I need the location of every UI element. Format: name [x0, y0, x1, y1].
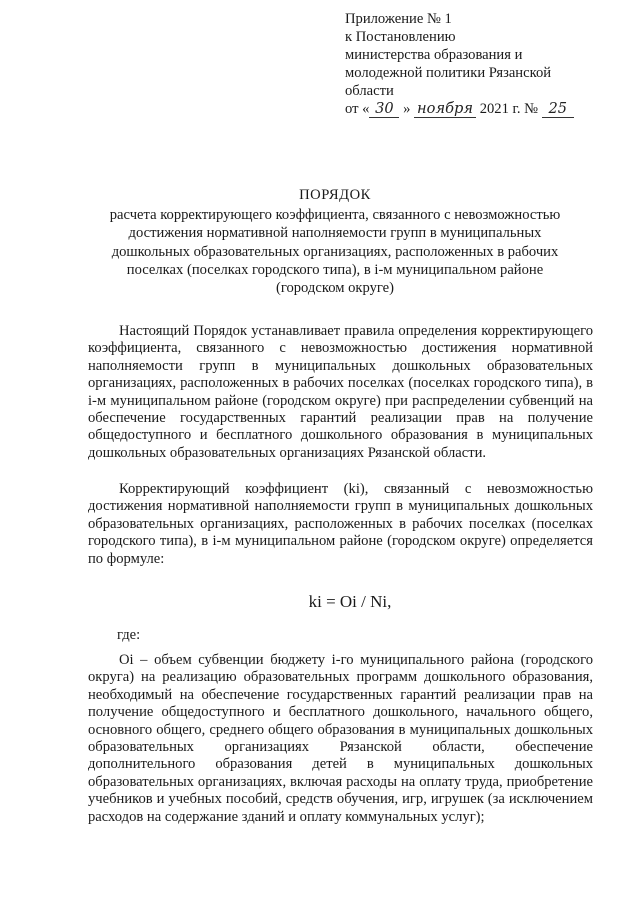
- title-line: дошкольных образовательных организациях, расположенных в рабочих: [111, 243, 559, 260]
- appendix-line-3: министерства образования и: [345, 47, 523, 63]
- decree-date-line: [345, 100, 605, 118]
- title-line: (городском округе): [275, 280, 395, 297]
- appendix-header: [345, 10, 605, 118]
- date-mid: »: [403, 101, 411, 117]
- handwritten-decree-number: 25: [542, 101, 574, 118]
- paragraph-coefficient: [88, 481, 593, 568]
- paragraph-intro-text: Настоящий Порядок устанавливает правила определения корректирующего коэффициента, связанного с невозможностью достижения нормативной наполняемости групп в муниципальных дошкольных образовательных организациях, расположенных в рабочих поселках (поселках городского типа), в i-м муниципальном районе (городском округе) при распределении субвенций на обеспечение государственных гарантий реализации прав на получение общедоступного и бесплатного дошкольного образования в муниципальных дошкольных образовательных организациях Рязанской области.: [88, 323, 593, 461]
- date-prefix: от «: [345, 101, 370, 117]
- where-label: где:: [117, 627, 141, 643]
- paragraph-definition-text: Oi – объем субвенции бюджету i-го муниципального района (городского округа) на реализацию образовательных программ дошкольного образования, необходимый на обеспечение государственных гарантий реализации прав на получение общедоступного и бесплатного дошкольного, начального общего, основного общего, среднего общего образования в муниципальных дошкольных образовательных организациях Рязанской области, обеспечение дополнительного образования детей в муниципальных дошкольных образовательных организациях, включая расходы на оплату труда, приобретение учебников и учебных пособий, средств обучения, игр, игрушек (за исключением расходов на содержание зданий и оплату коммунальных услуг);: [88, 652, 593, 825]
- appendix-line-4: молодежной политики Рязанской: [345, 65, 552, 81]
- title-heading: ПОРЯДОК: [299, 187, 371, 203]
- paragraph-coefficient-text: Корректирующий коэффициент (ki), связанный с невозможностью достижения нормативной наполняемости групп в муниципальных дошкольных образовательных организациях, расположенных в рабочих поселках (поселках городского типа), в i-м муниципальном районе (городском округе) определяется по формуле:: [88, 481, 593, 567]
- handwritten-day: 30: [369, 101, 399, 118]
- appendix-number: Приложение № 1: [345, 11, 452, 27]
- title-line: поселках (поселках городского типа), в i-м муниципальном районе: [126, 261, 544, 278]
- title-line: расчета корректирующего коэффициента, связанного с невозможностью: [109, 207, 561, 224]
- date-year: 2021 г. №: [479, 101, 539, 117]
- paragraph-intro: [88, 323, 593, 462]
- formula: ki = Oi / Ni,: [308, 592, 392, 611]
- paragraph-definition: [88, 652, 593, 826]
- document-title: [95, 186, 575, 297]
- appendix-line-2: к Постановлению: [345, 29, 456, 45]
- title-line: достижения нормативной наполняемости групп в муниципальных: [128, 225, 542, 242]
- handwritten-month: ноября: [414, 101, 476, 118]
- appendix-line-5: области: [345, 83, 394, 99]
